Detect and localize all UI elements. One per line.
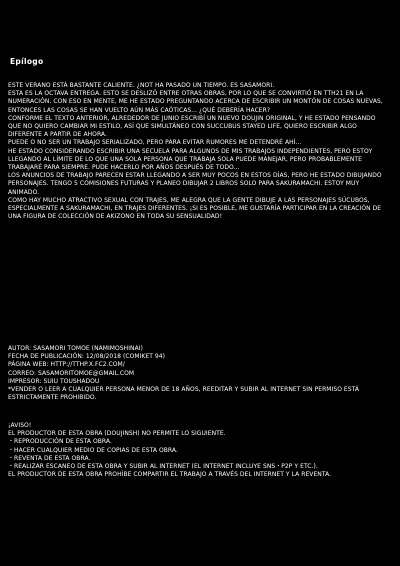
epilogue-paragraph: COMO HAY MUCHO ATRACTIVO SEXUAL CON TRAJES, ME ALEGRA QUE LA GENTE DIBUJE A LAS PERSONAJES SÚCUBOS, ESPECIALMENTE A SAKURAMACHI, EN TRAJES DIFERENTES. ¡SI ES POSIBLE, ME GUSTARÍA PARTICIPAR EN LA CREACIÓN DE UNA FIGURA DE COLECCIÓN DE AKIZONO EN TODA SU SENSUALIDAD! — [8, 196, 382, 221]
credit-email: CORREO: SASAMORITOMOE@GMAIL.COM — [8, 369, 135, 377]
credit-date: FECHA DE PUBLICACIÓN: 12/08/2018 (COMIKET 94) — [8, 353, 166, 361]
epilogue-paragraph: HE ESTADO CONSIDERANDO ESCRIBIR UNA SECUELA PARA ALGUNOS DE MIS TRABAJOS INDEPENDIENTES, PERO ESTOY LLEGANDO AL LÍMITE DE LO QUE UNA SOLA PERSONA QUE TRABAJA SOLA PUEDE MANEJAR, PERO PROBABLEMENTE TRABAJARÉ PARA SIEMPRE. PUDE HACERLO POR AÑOS DESPUÉS DE TODO... — [8, 147, 373, 172]
warning-line: EL PRODUCTOR DE ESTA OBRA PROHÍBE COMPARTIR EL TRABAJO A TRAVÉS DEL INTERNET Y LA REVENTA. — [8, 471, 332, 479]
warning-block — [8, 422, 390, 479]
warning-line: ・REALIZAR ESCANEO DE ESTA OBRA Y SUBIR AL INTERNET (EL INTERNET INCLUYE SNS・P2P Y ETC.). — [8, 463, 318, 471]
credit-author: AUTOR: SASAMORI TOMOE (NAMIMOSHINAI) — [8, 345, 143, 352]
warning-line: EL PRODUCTOR DE ESTA OBRA (DOUJINSH) NO PERMITE LO SIGUIENTE. — [8, 430, 226, 438]
credits-block — [8, 345, 390, 402]
warning-line: ・REVENTA DE ESTA OBRA. — [8, 454, 91, 462]
warning-title: ¡AVISO! — [8, 422, 32, 429]
epilogue-paragraph: LOS ANUNCIOS DE TRABAJO PARECEN ESTAR LLEGANDO A SER MUY POCOS EN ESTOS DÍAS, PERO HE ESTADO DIBUJANDO PERSONAJES. TENGO 5 COMISIONES FUTURAS Y PLANEO DIBUJAR 2 LIBROS SOLO PARA SAKURAMACHI. ESTOY MUY ANIMADO. — [8, 172, 382, 196]
epilogue-paragraph: ESTA ES LA OCTAVA ENTREGA. ESTO SE DESLIZÓ ENTRE OTRAS OBRAS, POR LO QUE SE CONVIRTIÓ EN TTH21 EN LA NUMERACIÓN. CON ESO EN MENTE, ME HE ESTADO PREGUNTANDO ACERCA DE ESCRIBIR UN MONTÓN DE COSAS NUEVAS, ENTONCES LAS COSAS SE HAN VUELTO AÚN MÁS CAÓTICAS... ¿QUÉ DEBERÍA HACER? — [8, 90, 383, 114]
epilogue-paragraph: ESTE VERANO ESTÁ BASTANTE CALIENTE. ¿NOT HA PASADO UN TIEMPO. ES SASAMORI. — [8, 82, 275, 89]
warning-line: ・HACER CUALQUIER MEDIO DE COPIAS DE ESTA OBRA. — [8, 446, 178, 454]
credit-printer: IMPRESOR: SUIU TOUSHADOU — [8, 377, 100, 385]
warning-line: ・REPRODUCCIÓN DE ESTA OBRA. — [8, 438, 112, 446]
epilogue-paragraph: CONFORME EL TEXTO ANTERIOR, ALREDEDOR DE JUNIO ESCRIBÍ UN NUEVO DOUJIN ORIGINAL, Y HE ESTADO PENSANDO QUE NO QUIERO CAMBIAR MI ESTILO, ASÍ QUE SIMULTÁNEO CON SUCCUBUS STAYED LIFE, QUIERO ESCRIBIR ALGO DIFERENTE A PARTIR DE AHORA. — [8, 114, 376, 139]
credit-notice: *VENDER O LEER A CUALQUIER PERSONA MENOR DE 18 AÑOS, REEDITAR Y SUBIR AL INTERNET SIN PERMISO ESTÁ ESTRICTAMENTE PROHIBIDO. — [8, 386, 360, 402]
credit-website: PÁGINA WEB: HTTP://TTHP.X.FC2.COM/ — [8, 361, 125, 369]
epilogue-paragraph: PUEDE O NO SER UN TRABAJO SERIALIZADO, PERO PARA EVITAR RUMORES ME DETENDRÉ AHÍ... — [8, 139, 302, 147]
epilogue-heading: Epílogo — [10, 57, 44, 66]
epilogue-body — [8, 82, 390, 221]
